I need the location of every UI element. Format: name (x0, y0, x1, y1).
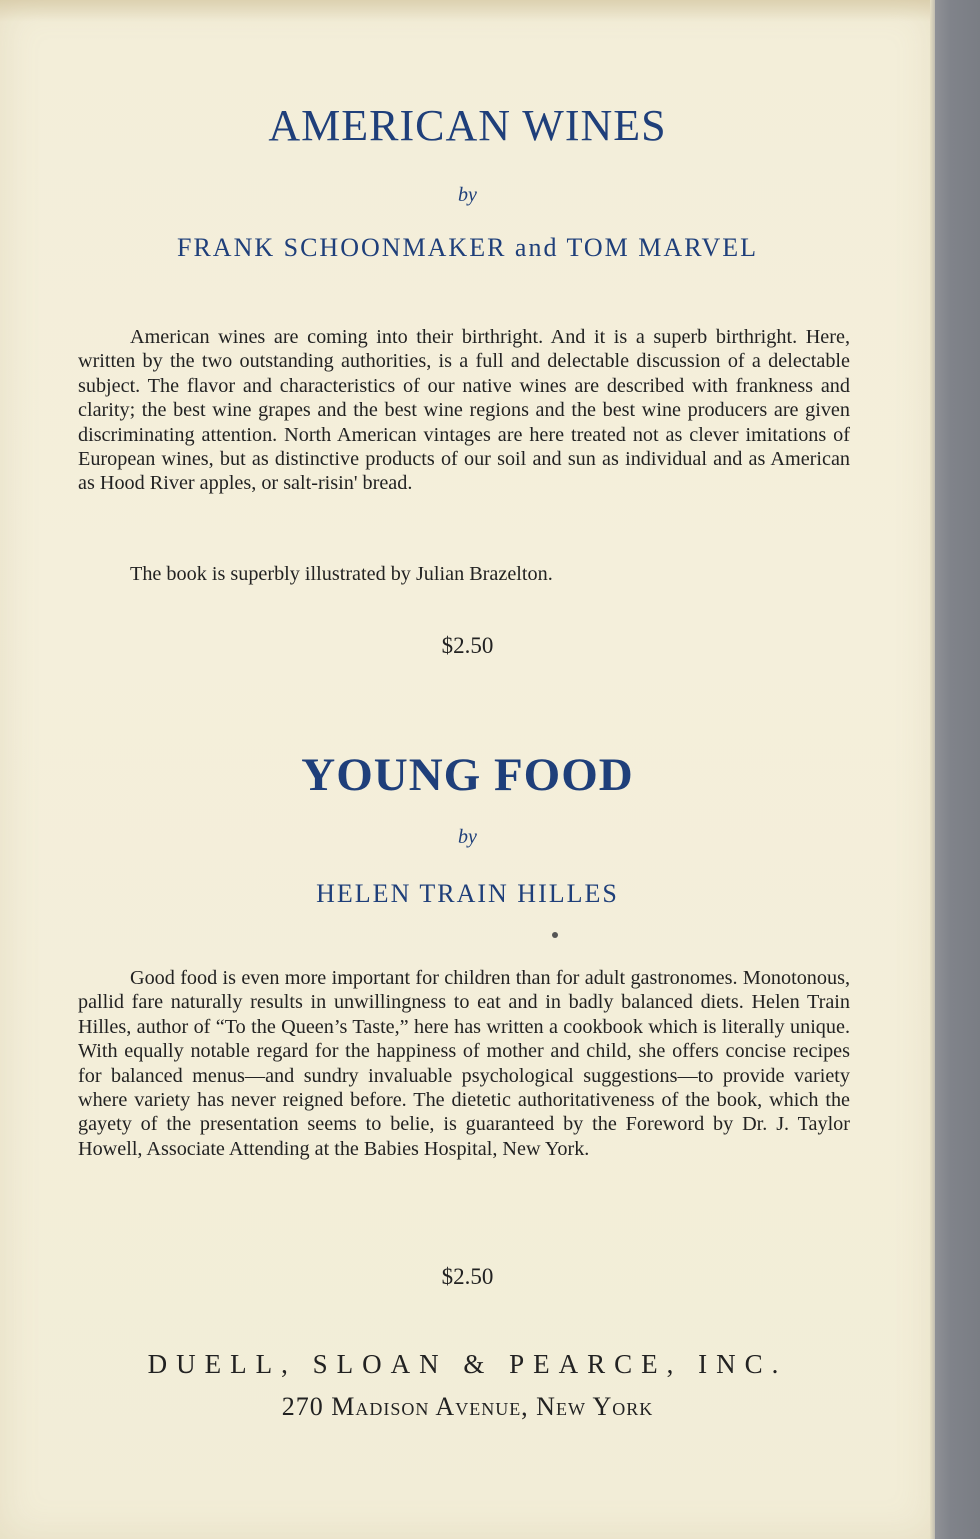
book2-by-label: by (458, 826, 477, 848)
book1-description: American wines are coming into their birthright. And it is a superb birthright. Here, written by the two outstanding authorities, is a full and delectable discussion of a delectable subject. The flavor and characteristics of our native wines are described with frankness and clarity; the best wine grapes and the best wine regions and the best wine producers are given discriminating attention. North American vintages are here treated not as clever imitations of European wines, but as distinctive products of our soil and sun as individual and as American as Hood River apples, or salt-risin' bread. (78, 326, 850, 495)
worn-top-edge (0, 0, 935, 22)
book-spine (935, 0, 980, 1539)
book2-price: $2.50 (441, 1264, 494, 1289)
book2-author: HELEN TRAIN HILLES (316, 879, 619, 908)
book2-title: YOUNG FOOD (301, 749, 634, 801)
book1-price: $2.50 (441, 633, 494, 658)
print-speck (552, 932, 558, 938)
book1-authors: FRANK SCHOONMAKER and TOM MARVEL (176, 233, 758, 262)
book1-title: AMERICAN WINES (268, 101, 667, 150)
book1-illustrator-note: The book is superbly illustrated by Julian Brazelton. (130, 563, 553, 585)
publisher-address: 270 Madison Avenue, New York (281, 1392, 654, 1421)
publisher-name: DUELL, SLOAN & PEARCE, INC. (147, 1349, 788, 1379)
book1-by-label: by (458, 184, 477, 206)
book2-description: Good food is even more important for children than for adult gastronomes. Monotonous, pallid fare naturally results in unwillingness to eat and in badly balanced diets. Helen Train Hilles, author of “To the Queen’s Taste,” here has written a cookbook which is literally unique. With equally notable regard for the happiness of mother and child, she offers concise recipes for balanced menus—and sundry invaluable psychological suggestions—to provide variety where variety has never reigned before. The dietetic authoritativeness of the book, which the gayety of the presentation seems to belie, is guaranteed by the Foreword by Dr. J. Taylor Howell, Associate Attending at the Babies Hospital, New York. (78, 967, 850, 1160)
